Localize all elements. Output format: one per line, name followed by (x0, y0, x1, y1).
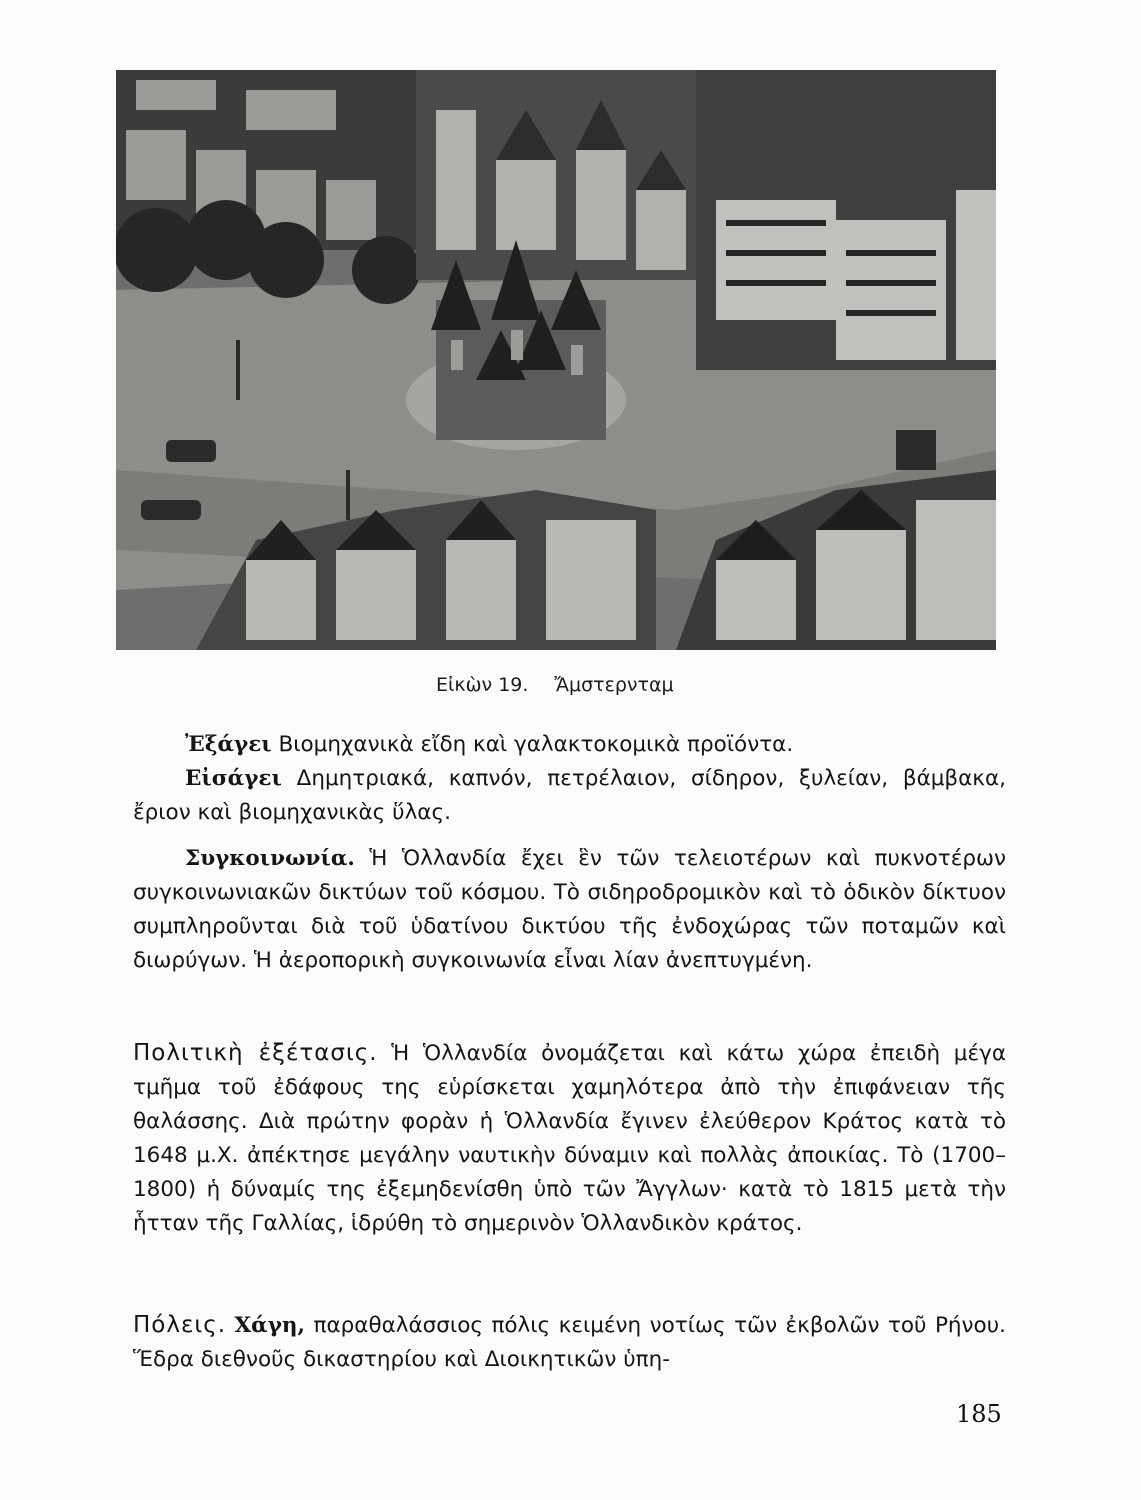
paragraph-political (133, 1036, 1006, 1241)
cities-text: παραθαλάσσιος πόλις κειμένη νοτίως τῶν ἐκβολῶν τοῦ Ρήνου. Ἕδρα διεθνοῦς δικαστηρίου καὶ Διοικητικῶν ὑπη- (133, 1313, 1006, 1372)
paragraph-cities (133, 1308, 1006, 1377)
heading-cities: Πόλεις. (133, 1312, 227, 1338)
caption-title: Ἄμστερνταμ (554, 674, 674, 696)
heading-political: Πολιτικὴ ἐξέτασις. (133, 1040, 378, 1066)
page-number: 185 (956, 1400, 1002, 1428)
figure-caption (436, 674, 674, 696)
paragraph-imports (133, 762, 1006, 830)
text-block-communication (133, 842, 1006, 978)
imports-text: Δημητριακά, καπνόν, πετρέλαιον, σίδηρον, ξυλείαν, βάμβακα, ἔριον καὶ βιομηχανικὰς ὕλας. (133, 766, 1006, 825)
term-exports: Ἐξάγει (185, 732, 272, 757)
term-communication: Συγκοινωνία. (185, 846, 355, 871)
term-imports: Εἰσάγει (185, 766, 282, 791)
paragraph-communication (133, 842, 1006, 978)
political-text: Ἡ Ὁλλανδία ὀνομάζεται καὶ κάτω χώρα ἐπειδὴ μέγα τμῆμα τοῦ ἐδάφους της εὑρίσκεται χαμηλότερα ἀπὸ τὴν ἐπιφάνειαν τῆς θαλάσσης. Διὰ πρώτην φορὰν ἡ Ὁλλανδία ἔγινεν ἐλεύθερον Κράτος κατὰ τὸ 1648 μ.Χ. ἀπέκτησε μεγάλην ναυτικὴν δύναμιν καὶ πολλὰς ἀποικίας. Τὸ (1700–1800) ἡ δύναμίς της ἐξεμηδενίσθη ὑπὸ τῶν Ἄγγλων· κατὰ τὸ 1815 μετὰ τὴν ἧτταν τῆς Γαλλίας, ἱδρύθη τὸ σημερινὸν Ὁλλανδικὸν κράτος. (133, 1041, 1006, 1236)
exports-text: Βιομηχανικὰ εἴδη καὶ γαλακτοκομικὰ προϊόντα. (271, 732, 794, 757)
text-block-political (133, 1036, 1006, 1241)
aerial-photo (116, 70, 996, 650)
term-hague: Χάγη, (234, 1313, 306, 1338)
text-block-trade (133, 728, 1006, 830)
text-block-cities (133, 1308, 1006, 1377)
photo-illustration (116, 70, 996, 650)
paragraph-exports (133, 728, 1006, 762)
caption-label: Εἰκὼν 19. (436, 674, 529, 696)
communication-text: Ἡ Ὁλλανδία ἔχει ἓν τῶν τελειοτέρων καὶ πυκνοτέρων συγκοινωνιακῶν δικτύων τοῦ κόσμου. Τὸ σιδηροδρομικὸν καὶ τὸ ὁδικὸν δίκτυον συμπληροῦνται διὰ τοῦ ὑδατίνου δικτύου τῆς ἐνδοχώρας τῶν ποταμῶν καὶ διωρύγων. Ἡ ἀεροπορικὴ συγκοινωνία εἶναι λίαν ἀνεπτυγμένη. (133, 846, 1006, 973)
